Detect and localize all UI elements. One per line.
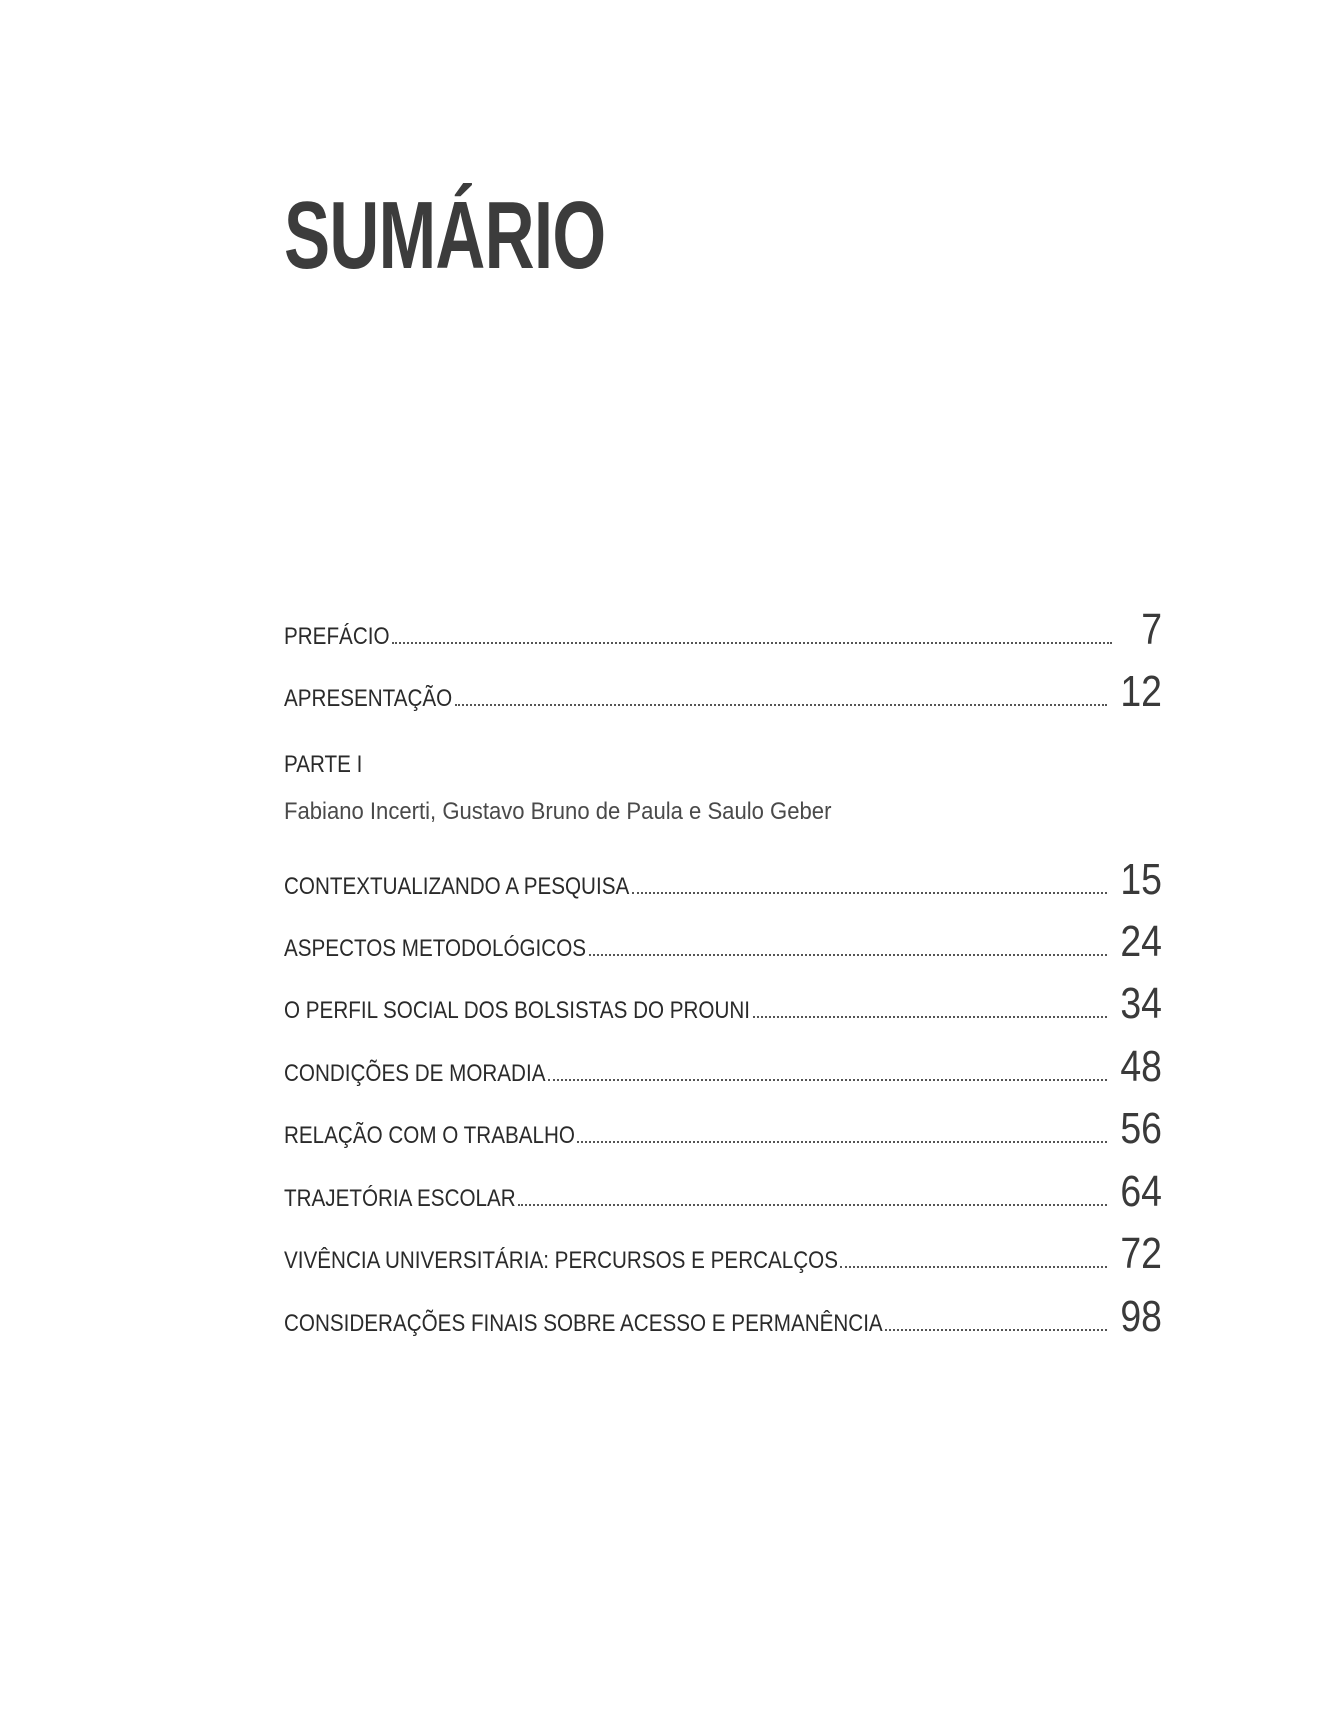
- toc-entry-label: ASPECTOS METODOLÓGICOS: [284, 935, 587, 962]
- dot-leader: [518, 1204, 1107, 1206]
- toc-entry-vivencia[interactable]: [284, 1229, 1162, 1278]
- toc-entry-label: PREFÁCIO: [284, 623, 390, 650]
- dot-leader: [589, 954, 1107, 956]
- toc-page-number: 72: [1120, 1229, 1162, 1278]
- toc-page-number: 48: [1120, 1042, 1162, 1091]
- dot-leader: [840, 1266, 1107, 1268]
- dot-leader: [753, 1016, 1107, 1018]
- toc-entry-trabalho[interactable]: [284, 1104, 1162, 1153]
- toc-page-number: 15: [1120, 855, 1162, 904]
- dot-leader: [392, 642, 1112, 644]
- toc-entry-label: O PERFIL SOCIAL DOS BOLSISTAS DO PROUNI: [284, 997, 751, 1024]
- toc-entry-label: CONDIÇÕES DE MORADIA: [284, 1060, 546, 1087]
- toc-page-number: 12: [1120, 667, 1162, 716]
- toc-page-number: 98: [1120, 1292, 1162, 1341]
- toc-page-number: 64: [1120, 1167, 1162, 1216]
- part-heading: PARTE I: [284, 751, 363, 778]
- toc-entry-consideracoes[interactable]: [284, 1292, 1162, 1341]
- toc-entry-label: VIVÊNCIA UNIVERSITÁRIA: PERCURSOS E PERCALÇOS: [284, 1247, 838, 1274]
- toc-entry-perfil-social[interactable]: [284, 979, 1162, 1028]
- toc-page-number: 24: [1120, 917, 1162, 966]
- dot-leader: [577, 1141, 1107, 1143]
- toc-page-number: 7: [1141, 605, 1162, 654]
- dot-leader: [885, 1329, 1107, 1331]
- dot-leader: [632, 892, 1107, 894]
- toc-entry-label: CONSIDERAÇÕES FINAIS SOBRE ACESSO E PERMANÊNCIA: [284, 1310, 883, 1337]
- toc-page-number: 34: [1120, 979, 1162, 1028]
- toc-entry-apresentacao[interactable]: [284, 667, 1162, 716]
- toc-entry-label: RELAÇÃO COM O TRABALHO: [284, 1122, 575, 1149]
- toc-entry-aspectos[interactable]: [284, 917, 1162, 966]
- toc-entry-label: APRESENTAÇÃO: [284, 685, 453, 712]
- dot-leader: [548, 1079, 1107, 1081]
- toc-entry-contextualizando[interactable]: [284, 855, 1162, 904]
- toc-page-number: 56: [1120, 1104, 1162, 1153]
- toc-entry-label: TRAJETÓRIA ESCOLAR: [284, 1185, 516, 1212]
- toc-entry-trajetoria[interactable]: [284, 1167, 1162, 1216]
- page-title: SUMÁRIO: [284, 182, 606, 289]
- dot-leader: [455, 704, 1107, 706]
- part-authors: Fabiano Incerti, Gustavo Bruno de Paula e Saulo Geber: [284, 798, 832, 825]
- toc-entry-prefacio[interactable]: [284, 605, 1162, 654]
- toc-entry-label: CONTEXTUALIZANDO A PESQUISA: [284, 873, 630, 900]
- toc-entry-moradia[interactable]: [284, 1042, 1162, 1091]
